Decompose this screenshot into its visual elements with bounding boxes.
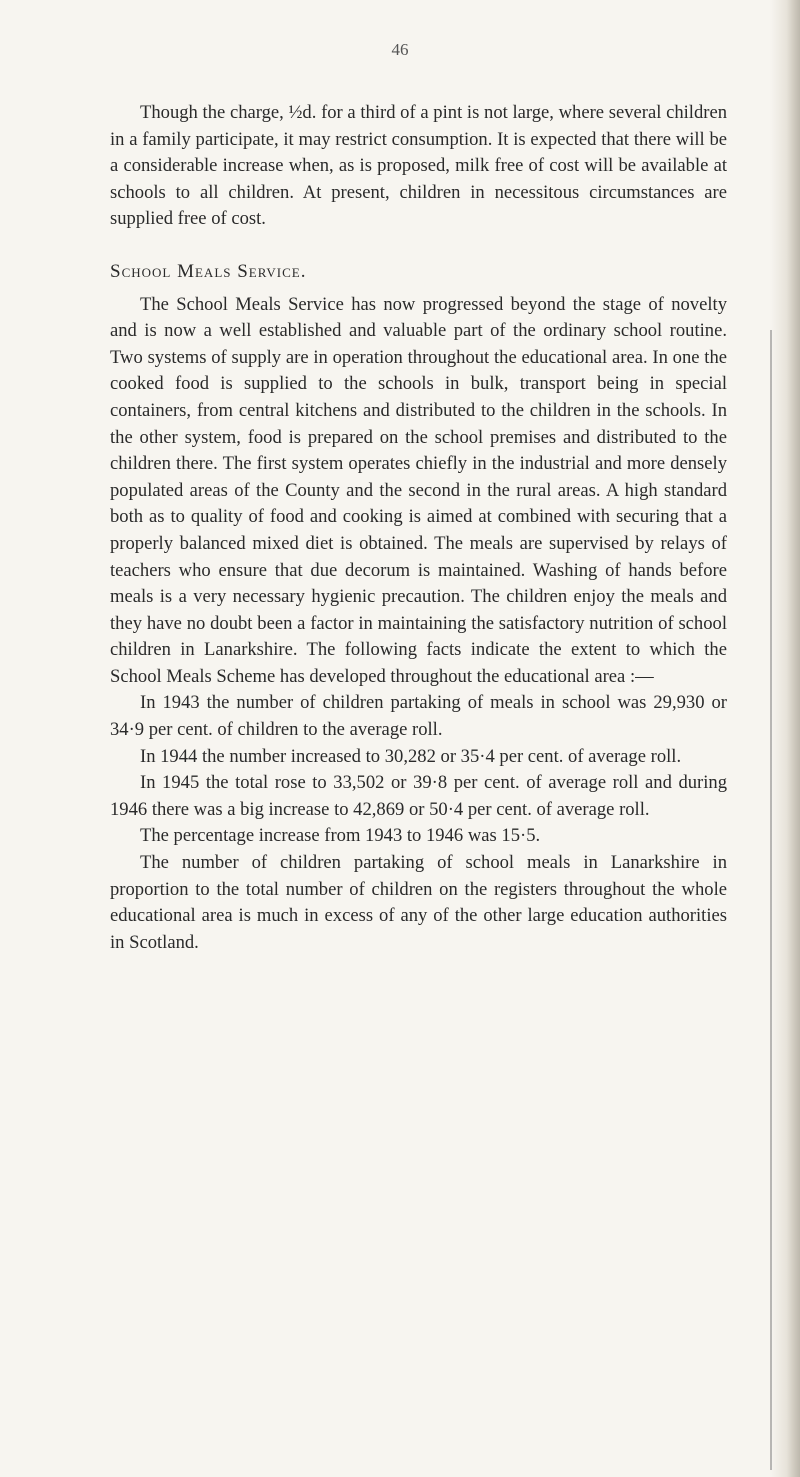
body-paragraph-1: The School Meals Service has now progressed beyond the stage of novelty and is now a well established and valuable part of the ordinary school routine. Two systems of supply are in operation throughout the educational area. In one the cooked food is supplied to the schools in bulk, transport being in special containers, from central kitchens and distributed to the children in the schools. In the other system, food is prepared on the school premises and distributed to the children there. The first system operates chiefly in the industrial and more densely populated areas of the County and the second in the rural areas. A high standard both as to quality of food and cooking is aimed at combined with securing that a properly balanced mixed diet is obtained. The meals are supervised by relays of teachers who ensure that due decorum is maintained. Washing of hands before meals is a very necessary hygienic precaution. The children enjoy the meals and they have no doubt been a factor in maintaining the satisfactory nutrition of school children in Lanarkshire. The following facts indicate the extent to which the School Meals Scheme has developed throughout the educational area :— [110,293,727,687]
body-paragraph-2: In 1943 the number of children partaking of meals in school was 29,930 or 34·9 per cent. of children to the average roll. [110,692,727,741]
document-body [110,100,727,956]
binding-shadow-line [770,330,772,1470]
body-paragraph-4: In 1945 the total rose to 33,502 or 39·8 per cent. of average roll and during 1946 there was a big increase to 42,869 or 50·4 per cent. of average roll. [110,772,727,820]
body-paragraph-3: In 1944 the number increased to 30,282 or 35·4 per cent. of average roll. [140,745,682,767]
body-paragraph-5: The percentage increase from 1943 to 1946 was 15·5. [140,825,541,847]
body-paragraph-6: The number of children partaking of school meals in Lanarkshire in proportion to the total number of children on the registers throughout the whole educational area is much in excess of any of the other large education authorities in Scotland. [110,852,727,953]
page-number: 46 [391,40,409,59]
intro-paragraph: Though the charge, ½d. for a third of a pint is not large, where several children in a family participate, it may restrict consumption. It is expected that there will be a considerable increase when, as is proposed, milk free of cost will be available at schools to all children. At present, children in necessitous circumstances are supplied free of cost. [110,102,727,230]
section-spacer [110,233,727,259]
page-binding-edge [770,0,800,1477]
section-heading: School Meals Service. [110,260,307,282]
